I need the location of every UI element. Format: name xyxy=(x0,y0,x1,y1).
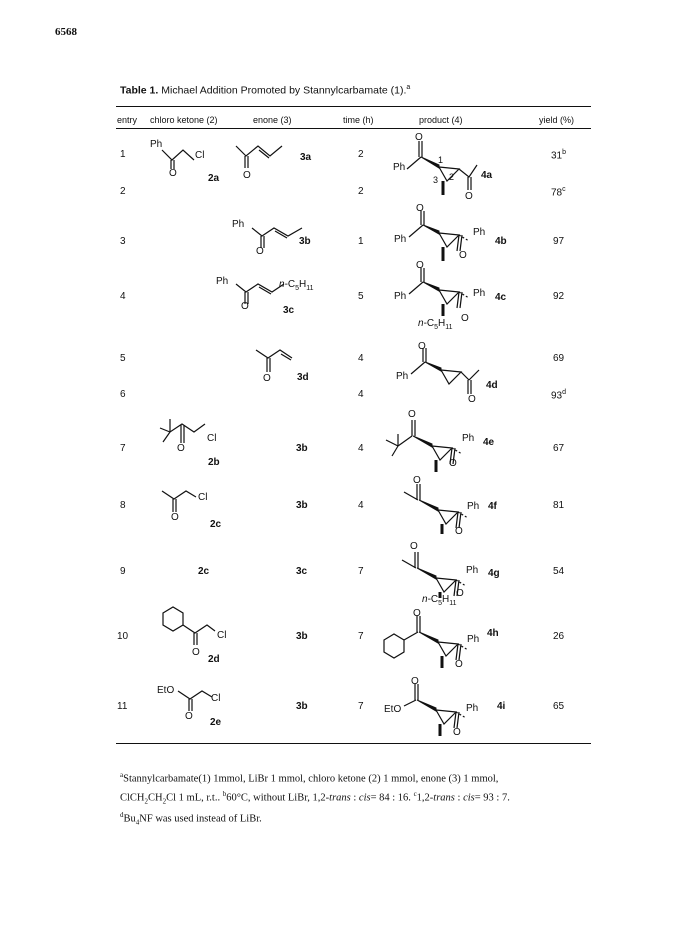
table-header-rule xyxy=(116,128,591,129)
compound-label-4h: 4h xyxy=(487,628,499,639)
atom-o: O xyxy=(192,647,200,658)
entry-number: 4 xyxy=(120,291,126,302)
table-number: Table 1. xyxy=(120,84,159,97)
header-entry: entry xyxy=(117,115,138,125)
atom-cl: Cl xyxy=(211,693,221,704)
entry-number: 1 xyxy=(120,149,126,160)
compound-label-4d: 4d xyxy=(486,380,498,391)
atom-o: O xyxy=(243,170,251,181)
compound-label-4f: 4f xyxy=(488,501,497,512)
atom-ph: Ph xyxy=(466,703,479,714)
atom-ph: Ph xyxy=(150,139,163,150)
page-number: 6568 xyxy=(55,26,77,38)
atom-eto: EtO xyxy=(157,685,175,696)
enone-label: 3b xyxy=(296,443,308,454)
table-caption: Michael Addition Promoted by Stannylcarbamate (1). xyxy=(158,84,407,97)
compound-label-2c: 2c xyxy=(210,519,222,530)
atom-o: O xyxy=(418,341,426,352)
atom-o: O xyxy=(413,475,421,486)
header-time: time (h) xyxy=(343,115,374,125)
atom-o: O xyxy=(449,458,457,469)
atom-o: O xyxy=(453,727,461,738)
atom-ph: Ph xyxy=(393,162,406,173)
footnote-a: $^a$Stannylcarbamate(1) 1mmol, LiBr 1 mmol, chloro ketone (2) 1 mmol, enone (3) 1 mmol, xyxy=(120,771,499,785)
yield-value: 31$^b$ xyxy=(551,149,567,162)
entry-number: 11 xyxy=(117,701,128,712)
entry-number: 7 xyxy=(120,443,126,454)
atom-ph: Ph xyxy=(467,501,480,512)
atom-o: O xyxy=(177,443,185,454)
yield-value: 67 xyxy=(553,443,565,454)
chloro-ketone-label: 2c xyxy=(198,566,210,577)
compound-label-4g: 4g xyxy=(488,568,500,579)
reaction-time: 7 xyxy=(358,566,364,577)
entry-number: 10 xyxy=(117,631,129,642)
enone-label: 3b xyxy=(296,631,308,642)
product-4i-structure xyxy=(390,678,490,753)
atom-ph: Ph xyxy=(473,288,486,299)
atom-cl: Cl xyxy=(195,150,205,161)
atom-ph: Ph xyxy=(462,433,475,444)
atom-ph: Ph xyxy=(467,634,480,645)
atom-eto: EtO xyxy=(384,704,402,715)
atom-ph: Ph xyxy=(466,565,479,576)
enone-label: 3b xyxy=(296,500,308,511)
entry-number: 2 xyxy=(120,186,126,197)
yield-value: 78$^c$ xyxy=(551,186,566,199)
atom-o: O xyxy=(413,608,421,619)
header-product: product (4) xyxy=(419,115,463,125)
table-footnotes xyxy=(120,768,600,830)
product-4h-structure xyxy=(378,610,488,685)
atom-o: O xyxy=(408,409,416,420)
chloro-ketone-2b-structure xyxy=(150,410,220,450)
enone-label: 3b xyxy=(296,701,308,712)
header-yield: yield (%) xyxy=(539,115,575,125)
atom-cl: Cl xyxy=(217,630,227,641)
entry-number: 3 xyxy=(120,236,126,247)
atom-o: O xyxy=(411,676,419,687)
atom-ph: Ph xyxy=(216,276,229,287)
reaction-time: 7 xyxy=(358,631,364,642)
header-enone: enone (3) xyxy=(253,115,292,125)
atom-o: O xyxy=(455,526,463,537)
ring-position-2: 2 xyxy=(449,172,455,182)
table-bottom-rule xyxy=(116,743,591,744)
reaction-time: 4 xyxy=(358,500,364,511)
chloro-ketone-2d-structure xyxy=(155,605,235,650)
atom-o: O xyxy=(263,373,271,384)
atom-o: O xyxy=(169,168,177,179)
yield-value: 93$^d$ xyxy=(551,389,567,402)
header-chloro-ketone: chloro ketone (2) xyxy=(150,115,218,125)
ring-position-1: 1 xyxy=(438,155,444,165)
compound-label-4i: 4i xyxy=(497,701,506,712)
compound-label-2e: 2e xyxy=(210,717,222,728)
atom-o: O xyxy=(456,588,464,599)
chloro-ketone-2e-structure xyxy=(170,685,230,720)
yield-value: 54 xyxy=(553,566,565,577)
reaction-time: 4 xyxy=(358,443,364,454)
compound-label-4c: 4c xyxy=(495,292,507,303)
reaction-time: 5 xyxy=(358,291,364,302)
compound-label-2b: 2b xyxy=(208,457,220,468)
atom-ph: Ph xyxy=(232,219,245,230)
compound-label-2a: 2a xyxy=(208,173,220,184)
yield-value: 65 xyxy=(553,701,565,712)
yield-value: 81 xyxy=(553,500,565,511)
reaction-time: 7 xyxy=(358,701,364,712)
yield-value: 69 xyxy=(553,353,565,364)
yield-value: 92 xyxy=(553,291,565,302)
atom-o: O xyxy=(468,394,476,405)
ring-position-3: 3 xyxy=(433,175,439,185)
yield-value: 26 xyxy=(553,631,565,642)
atom-o: O xyxy=(416,203,424,214)
atom-o: O xyxy=(461,313,469,324)
atom-o: O xyxy=(241,301,249,312)
compound-label-3b: 3b xyxy=(299,236,311,247)
chloro-ketone-2c-structure xyxy=(160,485,220,520)
atom-o: O xyxy=(415,132,423,143)
enone-label: 3c xyxy=(296,566,308,577)
entry-number: 9 xyxy=(120,566,126,577)
atom-ph: Ph xyxy=(394,234,407,245)
footnote-a-b-c: $ClCH_2CH_2Cl$ 1 mL, r.t.. $^b$60°C, without LiBr, 1,2-trans : cis= 84 : 16. $^c$1,2-trans : cis= 93 : 7. xyxy=(120,789,510,806)
compound-label-2d: 2d xyxy=(208,654,220,665)
reaction-time: 4 xyxy=(358,353,364,364)
atom-ph: Ph xyxy=(396,371,409,382)
n-pentyl-group: $n-C_5H_{11}$ xyxy=(418,318,453,331)
atom-o: O xyxy=(455,659,463,670)
compound-label-3d: 3d xyxy=(297,372,309,383)
entry-number: 6 xyxy=(120,389,126,400)
table-caption-footnote-mark: a xyxy=(406,84,411,91)
atom-cl: Cl xyxy=(207,433,217,444)
table-title xyxy=(120,84,410,97)
footnote-d: $^dBu_4NF$ was used instead of LiBr. xyxy=(120,811,262,827)
compound-label-3a: 3a xyxy=(300,152,312,163)
atom-cl: Cl xyxy=(198,492,208,503)
atom-ph: Ph xyxy=(394,291,407,302)
atom-o: O xyxy=(171,512,179,523)
compound-label-3c: 3c xyxy=(283,305,295,316)
compound-label-4a: 4a xyxy=(481,170,493,181)
atom-o: O xyxy=(256,246,264,257)
yield-value: 97 xyxy=(553,236,565,247)
atom-o: O xyxy=(410,541,418,552)
reaction-time: 2 xyxy=(358,186,364,197)
n-pentyl-group: $n-C_5H_{11}$ xyxy=(279,279,314,292)
atom-o: O xyxy=(185,711,193,722)
entry-number: 5 xyxy=(120,353,126,364)
n-pentyl-group: $n-C_5H_{11}$ xyxy=(422,594,457,607)
entry-number: 8 xyxy=(120,500,126,511)
table-top-rule xyxy=(116,106,591,107)
reaction-time: 4 xyxy=(358,389,364,400)
reaction-time: 1 xyxy=(358,236,364,247)
reaction-time: 2 xyxy=(358,149,364,160)
atom-o: O xyxy=(459,250,467,261)
compound-label-4e: 4e xyxy=(483,437,495,448)
atom-o: O xyxy=(465,191,473,202)
compound-label-4b: 4b xyxy=(495,236,507,247)
atom-ph: Ph xyxy=(473,227,486,238)
atom-o: O xyxy=(416,260,424,271)
